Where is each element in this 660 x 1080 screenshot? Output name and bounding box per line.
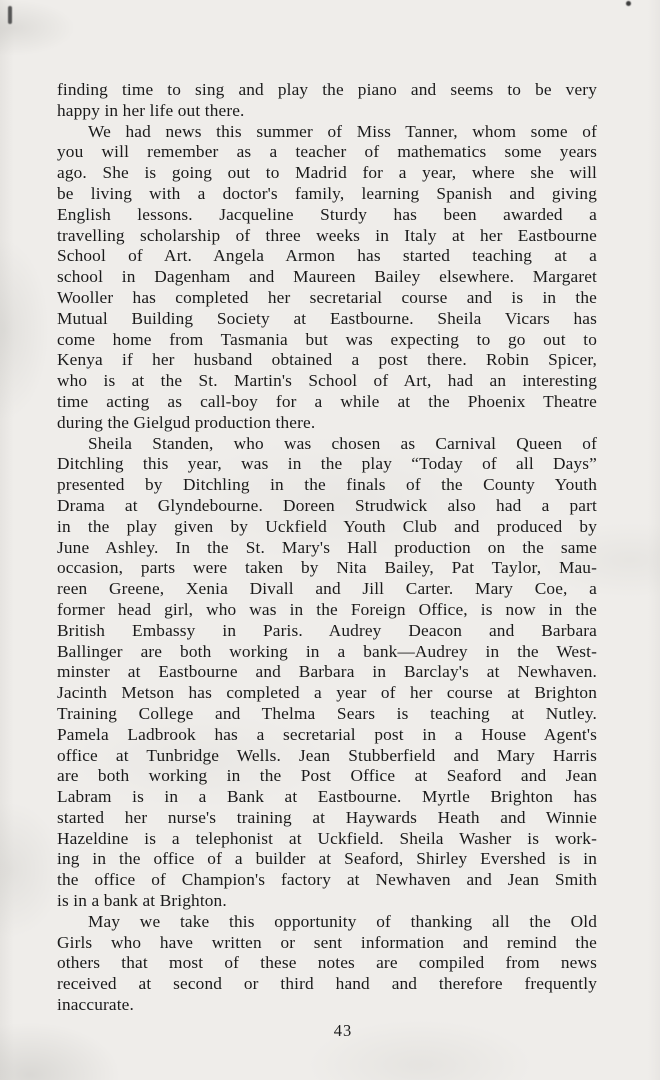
text-line: Pamela Ladbrook has a secretarial post in a House Agent's <box>57 724 597 744</box>
text-line: Girls who have written or sent information and remind the <box>57 932 597 952</box>
text-line: be living with a doctor's family, learning Spanish and giving <box>57 183 597 203</box>
text-line: Labram is in a Bank at Eastbourne. Myrtle Brighton has <box>57 787 597 807</box>
scan-speck <box>8 6 12 24</box>
text-line: Kenya if her husband obtained a post there. Robin Spicer, <box>57 350 597 370</box>
text-line: others that most of these notes are compiled from news <box>57 953 597 973</box>
text-line: occasion, parts were taken by Nita Bailey, Pat Taylor, Mau- <box>57 558 597 578</box>
text-line: School of Art. Angela Armon has started teaching at a <box>57 246 597 266</box>
text-line: in the play given by Uckfield Youth Club and produced by <box>57 516 597 536</box>
text-line: Ditchling this year, was in the play “Today of all Days” <box>57 454 597 474</box>
text-line: June Ashley. In the St. Mary's Hall production on the same <box>57 537 597 557</box>
text-line: presented by Ditchling in the finals of the County Youth <box>57 475 597 495</box>
scan-speck <box>626 1 631 6</box>
text-line: Hazeldine is a telephonist at Uckfield. Sheila Washer is work- <box>57 828 597 848</box>
text-line: school in Dagenham and Maureen Bailey elsewhere. Margaret <box>57 267 597 287</box>
text-line: received at second or third hand and therefore frequently <box>57 974 597 994</box>
text-line: started her nurse's training at Haywards Heath and Winnie <box>57 807 597 827</box>
text-line: office at Tunbridge Wells. Jean Stubberfield and Mary Harris <box>57 745 597 765</box>
text-line: ago. She is going out to Madrid for a year, where she will <box>57 163 597 183</box>
paragraph <box>57 434 597 912</box>
text-line: May we take this opportunity of thanking all the Old <box>88 911 597 931</box>
text-line: time acting as call-boy for a while at the Phoenix Theatre <box>57 391 597 411</box>
text-line: finding time to sing and play the piano and seems to be very <box>57 80 597 99</box>
text-line: who is at the St. Martin's School of Art, had an interesting <box>57 371 597 391</box>
text-line: travelling scholarship of three weeks in Italy at her Eastbourne <box>57 225 597 245</box>
text-line: Ballinger are both working in a bank—Audrey in the West- <box>57 641 597 661</box>
text-line: come home from Tasmania but was expecting to go out to <box>57 329 597 349</box>
text-line: are both working in the Post Office at Seaford and Jean <box>57 766 597 786</box>
text-line: minster at Eastbourne and Barbara in Barclay's at Newhaven. <box>57 662 597 682</box>
text-line: reen Greene, Xenia Divall and Jill Carter. Mary Coe, a <box>57 579 597 599</box>
text-line: ing in the office of a builder at Seaford, Shirley Evershed is in <box>57 849 597 869</box>
text-line: Training College and Thelma Sears is teaching at Nutley. <box>57 703 597 723</box>
text-line: Wooller has completed her secretarial course and is in the <box>57 287 597 307</box>
text-line: inaccurate. <box>57 995 134 1015</box>
text-line: former head girl, who was in the Foreign Office, is now in the <box>57 599 597 619</box>
text-line: happy in her life out there. <box>57 100 245 120</box>
text-line: Sheila Standen, who was chosen as Carnival Queen of <box>88 433 597 453</box>
text-line: British Embassy in Paris. Audrey Deacon and Barbara <box>57 620 597 640</box>
text-line: during the Gielgud production there. <box>57 412 316 432</box>
text-line: Drama at Glyndebourne. Doreen Strudwick also had a part <box>57 495 597 515</box>
text-line: you will remember as a teacher of mathematics some years <box>57 142 597 162</box>
text-line: the office of Champion's factory at Newhaven and Jean Smith <box>57 870 597 890</box>
text-line: We had news this summer of Miss Tanner, whom some of <box>88 121 597 141</box>
text-line: Mutual Building Society at Eastbourne. Sheila Vicars has <box>57 308 597 328</box>
text-line: English lessons. Jacqueline Sturdy has been awarded a <box>57 204 597 224</box>
page-number: 43 <box>333 1021 353 1040</box>
paragraph <box>57 122 597 434</box>
text-line: is in a bank at Brighton. <box>57 891 227 911</box>
text-line: Jacinth Metson has completed a year of her course at Brighton <box>57 683 597 703</box>
paragraph <box>57 912 597 1016</box>
paragraph <box>57 80 597 122</box>
text-block <box>57 80 597 1016</box>
